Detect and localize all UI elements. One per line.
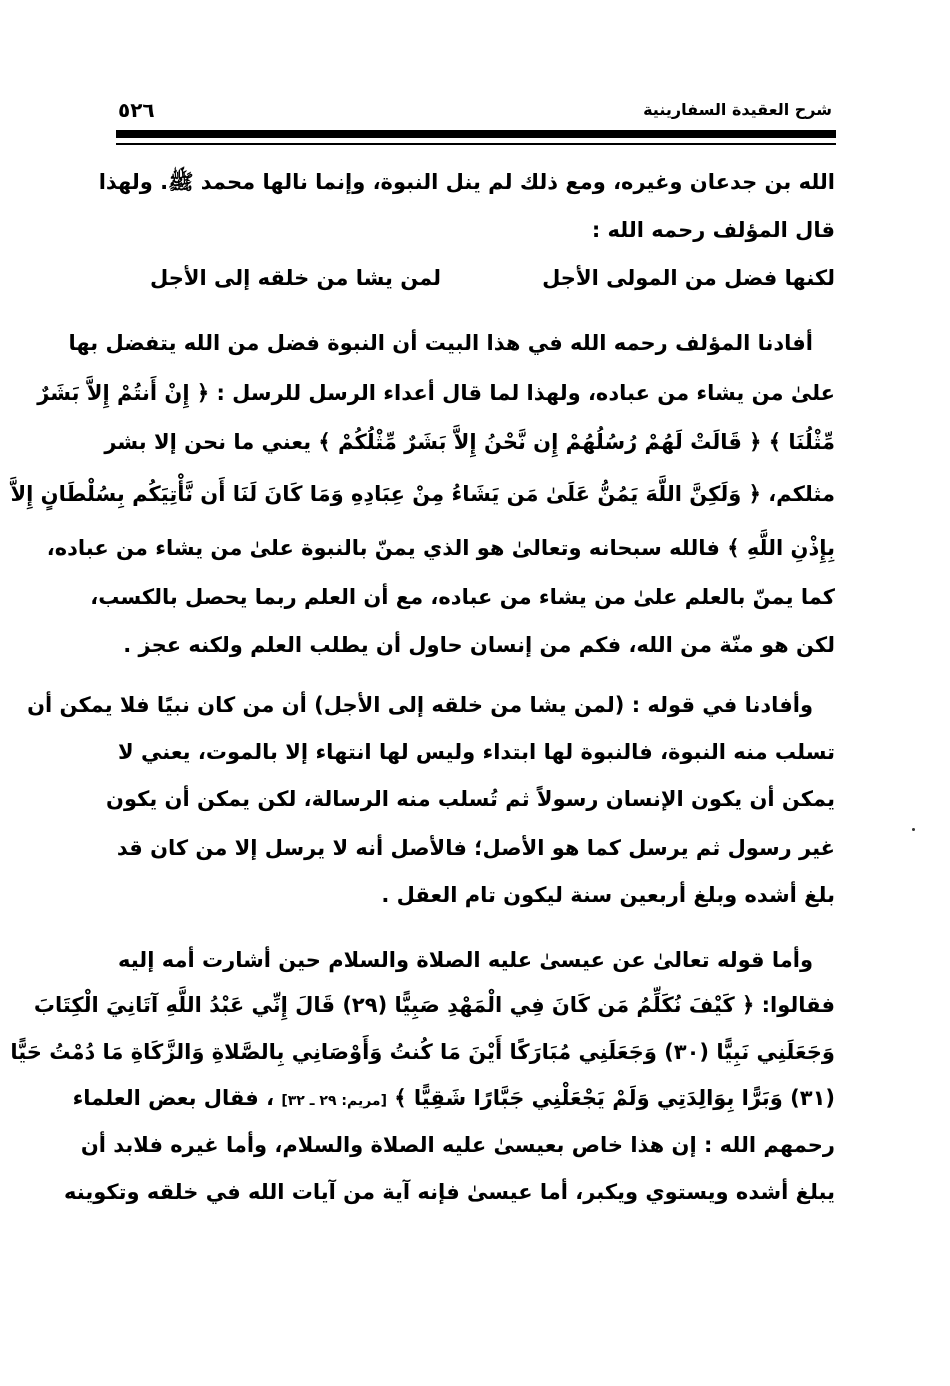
quran-reference: [مريم: ٢٩ ـ ٣٢] bbox=[281, 1093, 387, 1109]
text-line bbox=[72, 1083, 835, 1116]
text-line: كما يمنّ بالعلم علىٰ من يشاء من عباده، مع أن العلم ربما يحصل بالكسب، bbox=[90, 585, 835, 609]
text-line: لكن هو منّة من الله، فكم من إنسان حاول أن يطلب العلم ولكنه عجز . bbox=[123, 633, 835, 657]
text-line: وَجَعَلَنِي نَبِيًّا (٣٠) وَجَعَلَنِي مُبَارَكًا أَيْنَ مَا كُنتُ وَأَوْصَانِي بِالصَّلاةِ وَالزَّكَاةِ مَا دُمْتُ حَيًّا bbox=[10, 1040, 835, 1064]
verse-second-hemistich: لمن يشا من خلقه إلى الأجل bbox=[150, 266, 442, 290]
text-line: وأما قوله تعالىٰ عن عيسىٰ عليه الصلاة والسلام حين أشارت أمه إليه bbox=[118, 948, 813, 972]
header-rule-thin bbox=[116, 143, 836, 145]
text-line: يمكن أن يكون الإنسان رسولاً ثم تُسلب منه الرسالة، لكن يمكن أن يكون bbox=[106, 787, 835, 811]
text-line: علىٰ من يشاء من عباده، ولهذا لما قال أعداء الرسل للرسل : ﴿ إِنْ أَنتُمْ إِلاَّ بَشَرٌ bbox=[37, 381, 835, 405]
text-line: أفادنا المؤلف رحمه الله في هذا البيت أن النبوة فضل من الله يتفضل بها bbox=[68, 331, 813, 355]
text-line: رحمهم الله : إن هذا خاص بعيسىٰ عليه الصلاة والسلام، وأما غيره فلابد أن bbox=[80, 1133, 835, 1157]
text-line: مثلكم، ﴿ وَلَكِنَّ اللَّهَ يَمُنُّ عَلَىٰ مَن يَشَاءُ مِنْ عِبَادِهِ وَمَا كَانَ لَنَا أَن نَّأْتِيَكُم بِسُلْطَانٍ إِلاَّ bbox=[10, 482, 835, 506]
text-segment: ، فقال بعض العلماء bbox=[72, 1086, 275, 1110]
text-line: تسلب منه النبوة، فالنبوة لها ابتداء وليس لها انتهاء إلا بالموت، يعني لا bbox=[118, 740, 835, 764]
text-line: قال المؤلف رحمه الله : bbox=[591, 218, 835, 242]
scan-speck bbox=[912, 828, 915, 831]
running-header-title: شرح العقيدة السفارينية bbox=[643, 100, 832, 119]
quran-verse-end: (٣١) وَبَرًّا بِوَالِدَتِي وَلَمْ يَجْعَلْنِي جَبَّارًا شَقِيًّا ﴾ bbox=[394, 1086, 835, 1110]
text-line: الله بن جدعان وغيره، ومع ذلك لم ينل النبوة، وإنما نالها محمد ﷺ. ولهذا bbox=[98, 170, 835, 194]
text-line: غير رسول ثم يرسل كما هو الأصل؛ فالأصل أنه لا يرسل إلا من كان قد bbox=[116, 836, 835, 860]
text-line: وأفادنا في قوله : (لمن يشا من خلقه إلى الأجل) أن من كان نبيًا فلا يمكن أن bbox=[27, 693, 813, 717]
page-number: ٥٢٦ bbox=[118, 98, 155, 122]
text-line: بلغ أشده وبلغ أربعين سنة ليكون تام العقل . bbox=[381, 883, 835, 907]
text-line: مِّثْلُنَا ﴾ ﴿ قَالَتْ لَهُمْ رُسُلُهُمْ إِن نَّحْنُ إِلاَّ بَشَرٌ مِّثْلُكُمْ ﴾ يعني ما نحن إلا بشر bbox=[104, 430, 835, 454]
text-line: فقالوا: ﴿ كَيْفَ نُكَلِّمُ مَن كَانَ فِي الْمَهْدِ صَبِيًّا (٢٩) قَالَ إِنِّي عَبْدُ اللَّهِ آتَانِيَ الْكِتَابَ bbox=[33, 993, 835, 1017]
verse-first-hemistich: لكنها فضل من المولى الأجل bbox=[542, 266, 835, 290]
text-line: يبلغ أشده ويستوي ويكبر، أما عيسىٰ فإنه آية من آيات الله في خلقه وتكوينه bbox=[64, 1180, 835, 1204]
text-line: بِإِذْنِ اللَّهِ ﴾ فالله سبحانه وتعالىٰ هو الذي يمنّ بالنبوة علىٰ من يشاء من عباده، bbox=[46, 536, 835, 560]
header-rule-thick bbox=[116, 130, 836, 138]
